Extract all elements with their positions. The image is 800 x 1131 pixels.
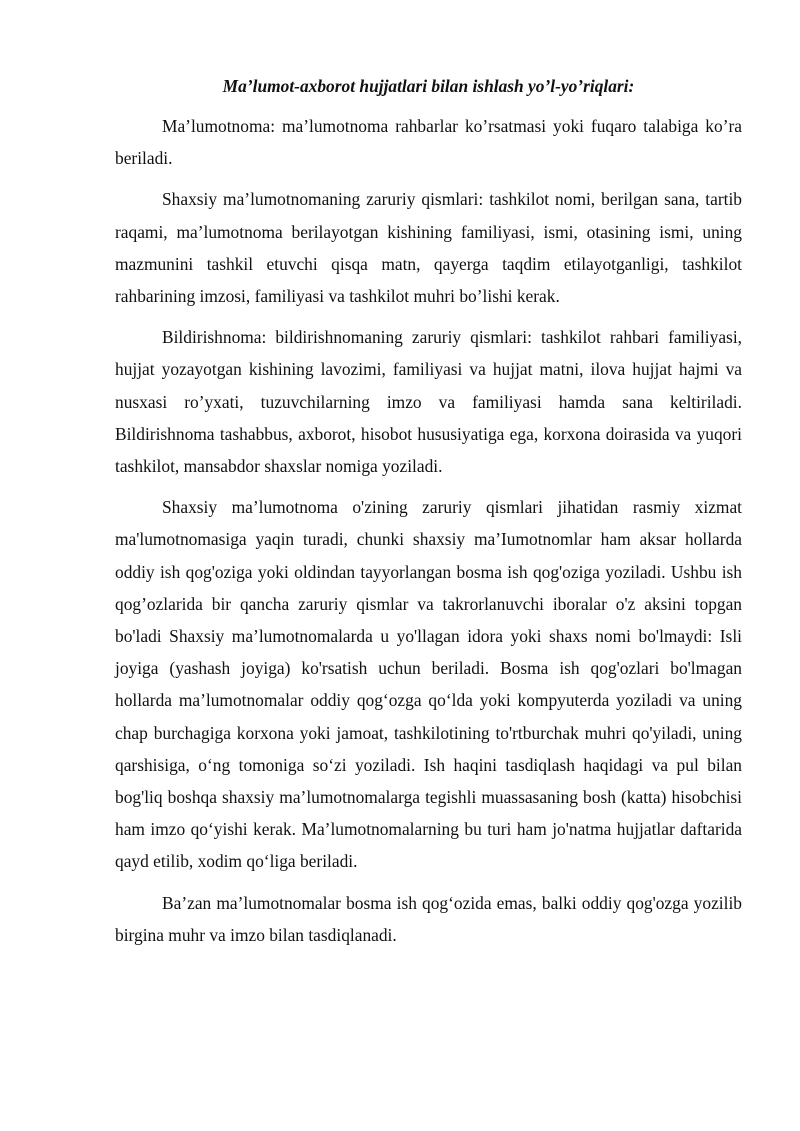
paragraph-shaxsiy-qismlar: Shaxsiy ma’lumotnomaning zaruriy qismlari: tashkilot nomi, berilgan sana, tartib raqami, ma’lumotnoma berilayotgan kishining familiyasi, ismi, otasining ismi, uning mazmunini tashkil etuvchi qisqa matn, qayerga taqdim etilayotganligi, tashkilot rahbarining imzosi, familiyasi va tashkilot muhri bo’lishi kerak. bbox=[115, 189, 742, 307]
paragraph-bazan: Ba’zan ma’lumotnomalar bosma ish qog‘ozida emas, balki oddiy qog'ozga yozilib birgina muhr va imzo bilan tasdiqlanadi. bbox=[115, 892, 742, 945]
document-title: Ma’lumot-axborot hujjatlari bilan ishlash yo’l-yo’riqlari: bbox=[222, 76, 635, 96]
paragraph-bildirishnoma: Bildirishnoma: bildirishnomaning zaruriy qismlari: tashkilot rahbari familiyasi, hujjat yozayotgan kishining lavozimi, familiyasi va hujjat matni, ilova hujjat hajmi va nusxasi ro’yxati, tuzuvchilarning imzo va familiyasi hamda sana keltiriladi. Bildirishnoma tashabbus, axborot, hisobot hususiyatiga ega, korxona doirasida va yuqori tashkilot, mansabdor shaxslar nomiga yoziladi. bbox=[115, 327, 742, 477]
document-page bbox=[115, 70, 742, 960]
paragraph-malumotnoma: Ma’lumotnoma: ma’lumotnoma rahbarlar ko’rsatmasi yoki fuqaro talabiga ko’ra beriladi. bbox=[115, 116, 742, 169]
paragraph-shaxsiy-malumotnoma: Shaxsiy ma’lumotnoma o'zining zaruriy qismlari jihatidan rasmiy xizmat ma'lumotnomasiga yaqin turadi, chunki shaxsiy ma’Iumotnomlar ham aksar hollarda oddiy ish qog'oziga yoki oldindan tayyorlangan bosma ish qog'oziga yoziladi. Ushbu ish qog’ozlarida bir qancha zaruriy qismlar va takrorlanuvchi iboralar o'z aksini topgan bo'ladi Shaxsiy ma’lumotnomalarda u yo'llagan idora yoki shaxs nomi bo'lmaydi: Isli joyiga (yashash joyiga) ko'rsatish uchun beriladi. Bosma ish qog'ozlari bo'lmagan hollarda ma’lumotnomalar oddiy qog‘ozga qo‘lda yoki kompyuterda yoziladi va uning chap burchagiga korxona yoki jamoat, tashkilotining to'rtburchak muhri qo'yiladi, uning qarshisiga, o‘ng tomoniga so‘zi yoziladi. Ish haqini tasdiqlash haqidagi va pul bilan bog'liq boshqa shaxsiy ma’lumotnomalarga tegishli muassasaning bosh (katta) hisobchisi ham imzo qo‘yishi kerak. Ma’lumotnomalarning bu turi ham jo'natma hujjatlar daftarida qayd etilib, xodim qo‘liga beriladi. bbox=[115, 497, 742, 872]
